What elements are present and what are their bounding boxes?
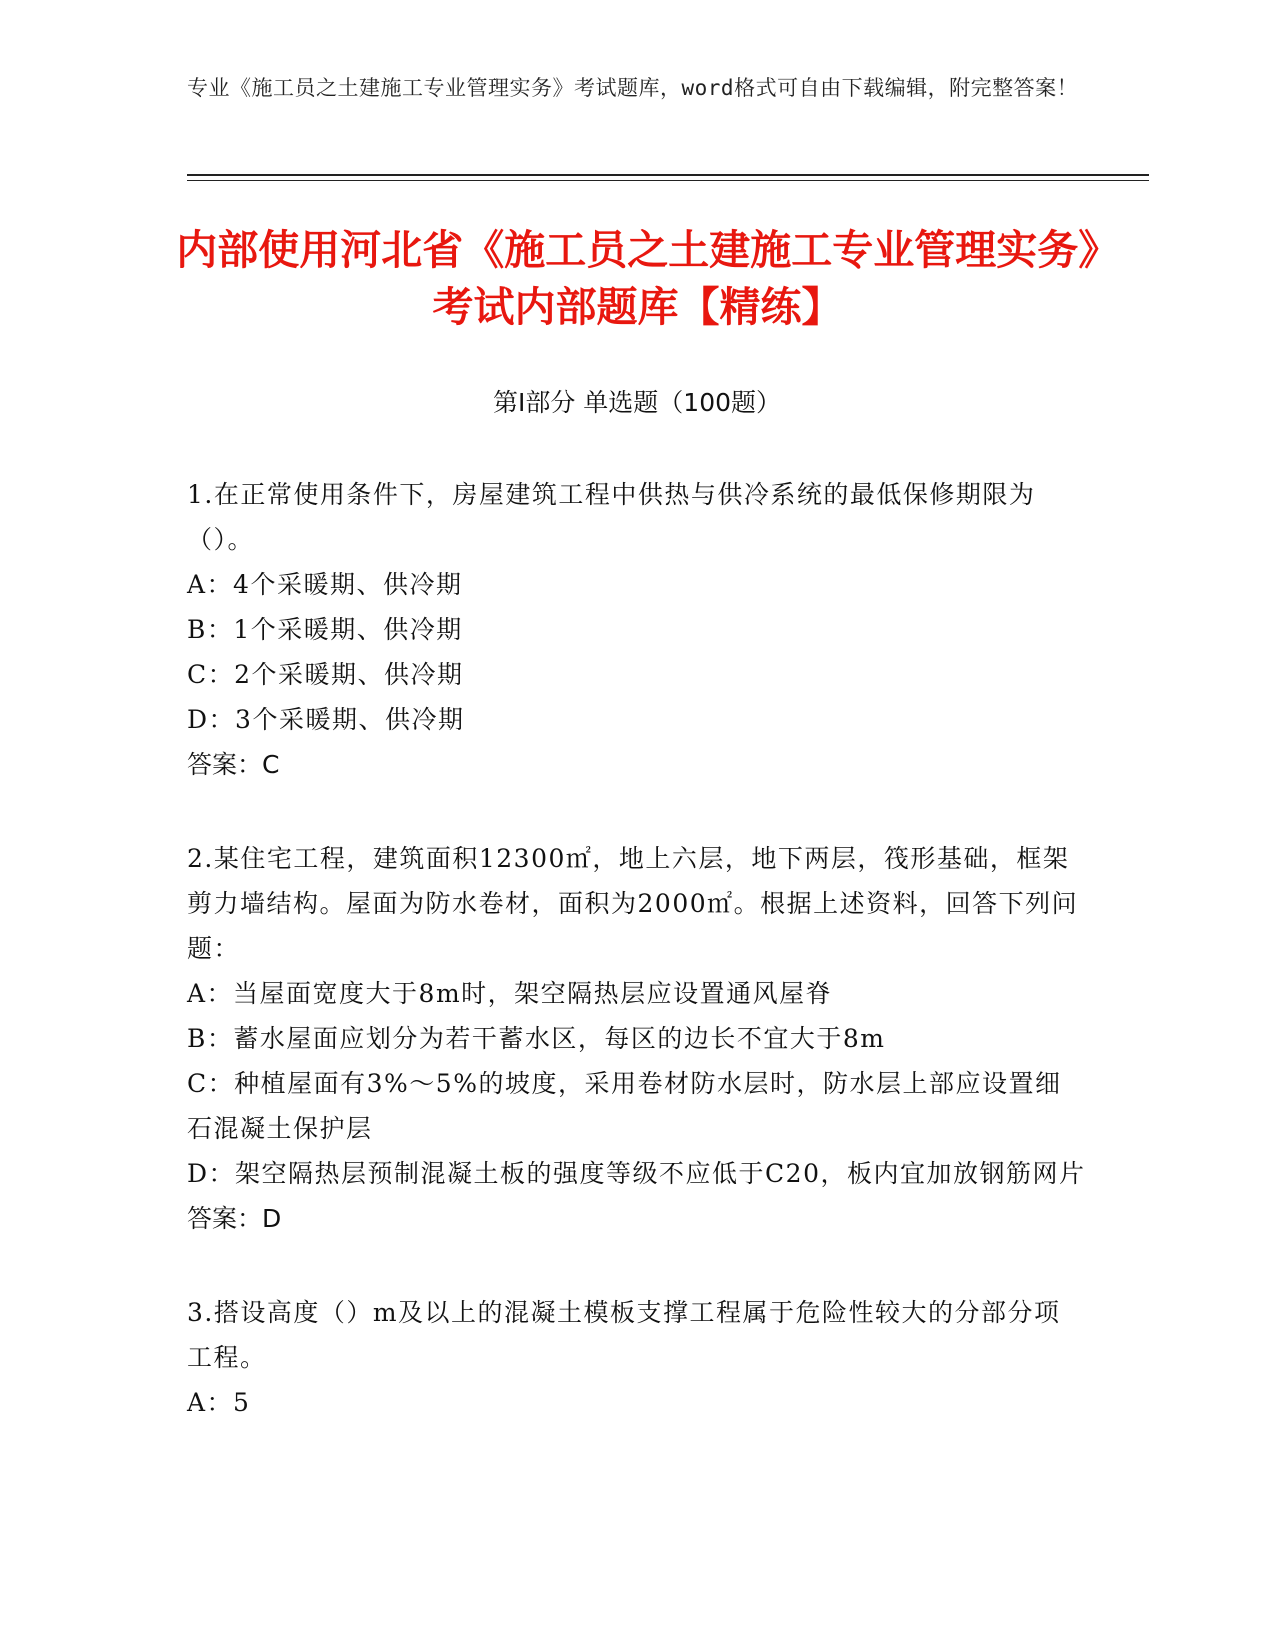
- header-note: 专业《施工员之土建施工专业管理实务》考试题库，word格式可自由下载编辑，附完整答案！: [187, 76, 1079, 100]
- question-stem: 2.某住宅工程，建筑面积12300㎡，地上六层，地下两层，筏形基础，框架剪力墙结构。屋面为防水卷材，面积为2000㎡。根据上述资料，回答下列问题：: [187, 844, 1079, 963]
- option-b: B：1个采暖期、供冷期: [187, 615, 463, 644]
- question-2: [187, 836, 1087, 1241]
- option-d: D：架空隔热层预制混凝土板的强度等级不应低于C20，板内宜加放钢筋网片: [187, 1159, 1086, 1188]
- answer: 答案：C: [187, 750, 280, 779]
- question-list: [187, 472, 1087, 1474]
- option-c: C：种植屋面有3%～5%的坡度，采用卷材防水层时，防水层上部应设置细石混凝土保护层: [187, 1069, 1062, 1143]
- option-a: A：4个采暖期、供冷期: [187, 570, 463, 599]
- option-d: D：3个采暖期、供冷期: [187, 705, 465, 734]
- question-stem: 3.搭设高度（）m及以上的混凝土模板支撑工程属于危险性较大的分部分项工程。: [187, 1298, 1061, 1372]
- document-title: 内部使用河北省《施工员之土建施工专业管理实务》考试内部题库【精练】: [176, 226, 1099, 331]
- header-divider-thick: [187, 174, 1149, 176]
- question-1: [187, 472, 1087, 787]
- section-title: 第Ⅰ部分 单选题（100题）: [492, 388, 782, 417]
- answer: 答案：D: [187, 1204, 282, 1233]
- option-c: C：2个采暖期、供冷期: [187, 660, 464, 689]
- option-a: A：当屋面宽度大于8m时，架空隔热层应设置通风屋脊: [187, 979, 833, 1008]
- question-stem: 1.在正常使用条件下，房屋建筑工程中供热与供冷系统的最低保修期限为（）。: [187, 480, 1036, 554]
- question-3: [187, 1290, 1087, 1425]
- option-a: A：5: [187, 1388, 251, 1417]
- header-divider-thin: [187, 180, 1149, 181]
- option-b: B：蓄水屋面应划分为若干蓄水区，每区的边长不宜大于8m: [187, 1024, 886, 1053]
